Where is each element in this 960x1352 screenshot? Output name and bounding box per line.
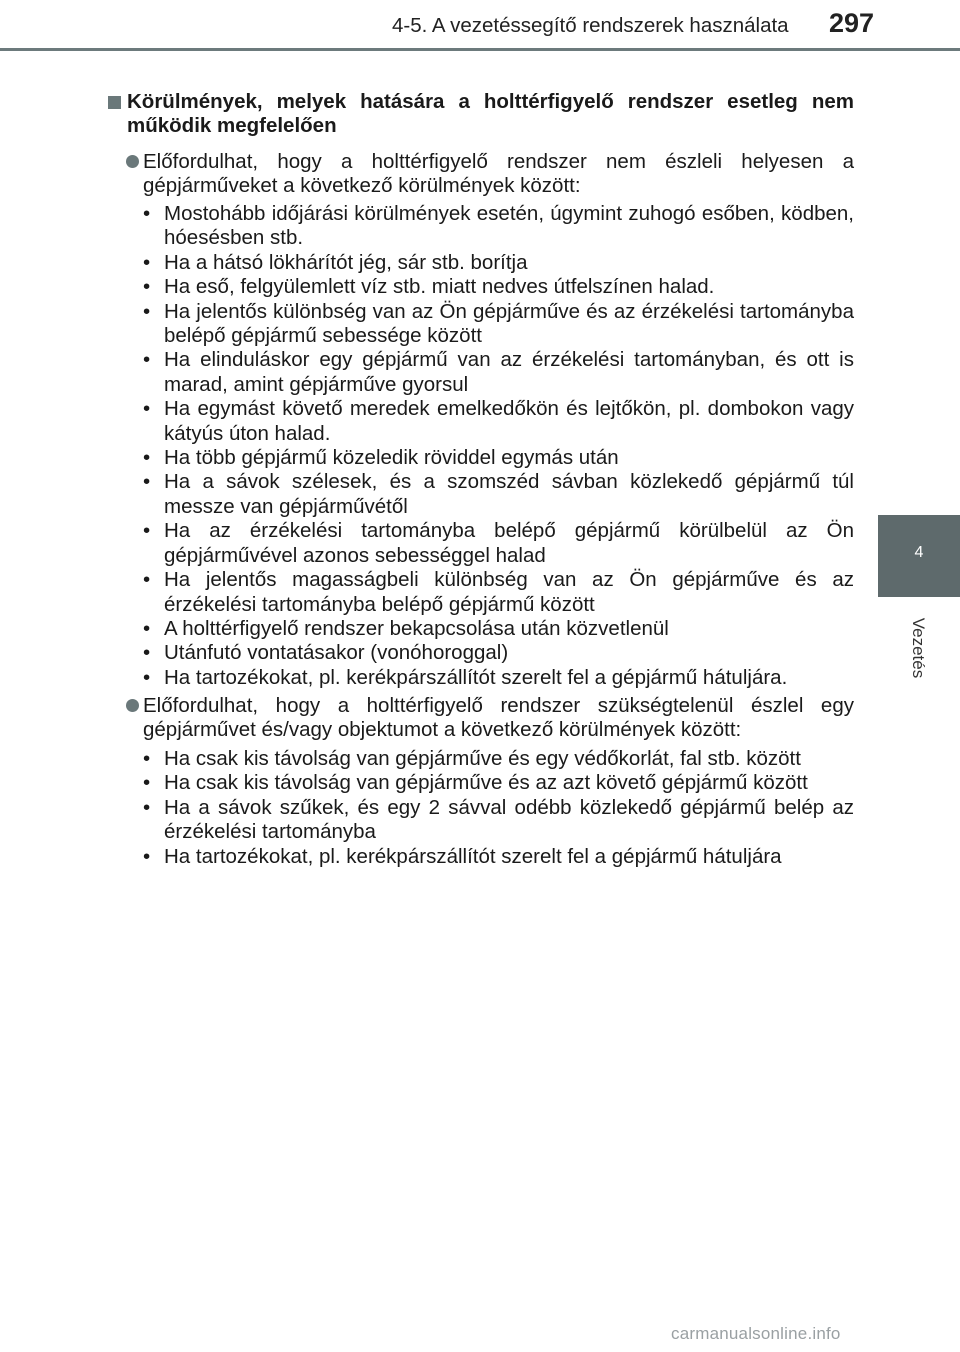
list-item: • Ha tartozékokat, pl. kerékpárszállítót szerelt fel a gépjármű hátuljára. [143,666,854,690]
list-item: • Ha a hátsó lökhárítót jég, sár stb. borítja [143,251,854,275]
page-number: 297 [829,8,875,38]
header-divider [0,48,960,51]
list-item: • Ha a sávok szűkek, és egy 2 sávval odébb közlekedő gépjármű belép az érzékelési tartományba [143,796,854,845]
list-item: • Ha jelentős különbség van az Ön gépjárműve és az érzékelési tartományba belépő gépjármű sebessége között [143,300,854,349]
list-item: • A holttérfigyelő rendszer bekapcsolása után közvetlenül [143,617,854,641]
list-item: • Ha eső, felgyülemlett víz stb. miatt nedves útfelszínen halad. [143,275,854,299]
chapter-tab [878,515,960,597]
watermark-text: carmanualsonline.info [671,1324,841,1343]
paragraph-1 [108,150,854,199]
chapter-label: Vezetés [909,617,928,679]
list-item: • Ha több gépjármű közeledik röviddel egymás után [143,446,854,470]
condition-list-2 [143,747,854,869]
list-item: • Ha egymást követő meredek emelkedőkön és lejtőkön, pl. dombokon vagy kátyús úton halad. [143,397,854,446]
list-item: • Ha az érzékelési tartományba belépő gépjármű körülbelül az Ön gépjárművével azonos sebességgel halad [143,519,854,568]
paragraph-1-text: Előfordulhat, hogy a holttérfigyelő rendszer nem észleli helyesen a gépjárműveket a következő körülmények között: [143,150,854,198]
condition-list-1 [143,202,854,690]
list-item: • Ha tartozékokat, pl. kerékpárszállítót szerelt fel a gépjármű hátuljára [143,845,854,869]
list-item: • Ha csak kis távolság van gépjárműve és az azt követő gépjármű között [143,771,854,795]
chapter-number: 4 [914,544,924,561]
list-item: • Ha elinduláskor egy gépjármű van az érzékelési tartományban, és ott is marad, amint gépjárműve gyorsul [143,348,854,397]
list-item: • Ha jelentős magasságbeli különbség van az Ön gépjárműve és az érzékelési tartományba belépő gépjármű között [143,568,854,617]
circle-bullet-icon [126,155,139,168]
section-title: 4-5. A vezetéssegítő rendszerek használata [392,14,789,37]
section-heading-text: Körülmények, melyek hatására a holttérfigyelő rendszer esetleg nem működik megfelelően [127,90,854,138]
paragraph-2-text: Előfordulhat, hogy a holttérfigyelő rendszer szükségtelenül észlel egy gépjárművet és/vagy objektumot a következő körülmények között: [143,694,854,742]
list-item: • Ha csak kis távolság van gépjárműve és egy védőkorlát, fal stb. között [143,747,854,771]
list-item: • Ha a sávok szélesek, és a szomszéd sávban közlekedő gépjármű túl messze van gépjárművétől [143,470,854,519]
square-bullet-icon [108,96,121,109]
circle-bullet-icon [126,699,139,712]
section-heading [108,90,854,139]
list-item: • Utánfutó vontatásakor (vonóhoroggal) [143,641,854,665]
list-item: • Mostohább időjárási körülmények esetén, úgymint zuhogó esőben, ködben, hóesésben stb. [143,202,854,251]
paragraph-2 [108,694,854,743]
